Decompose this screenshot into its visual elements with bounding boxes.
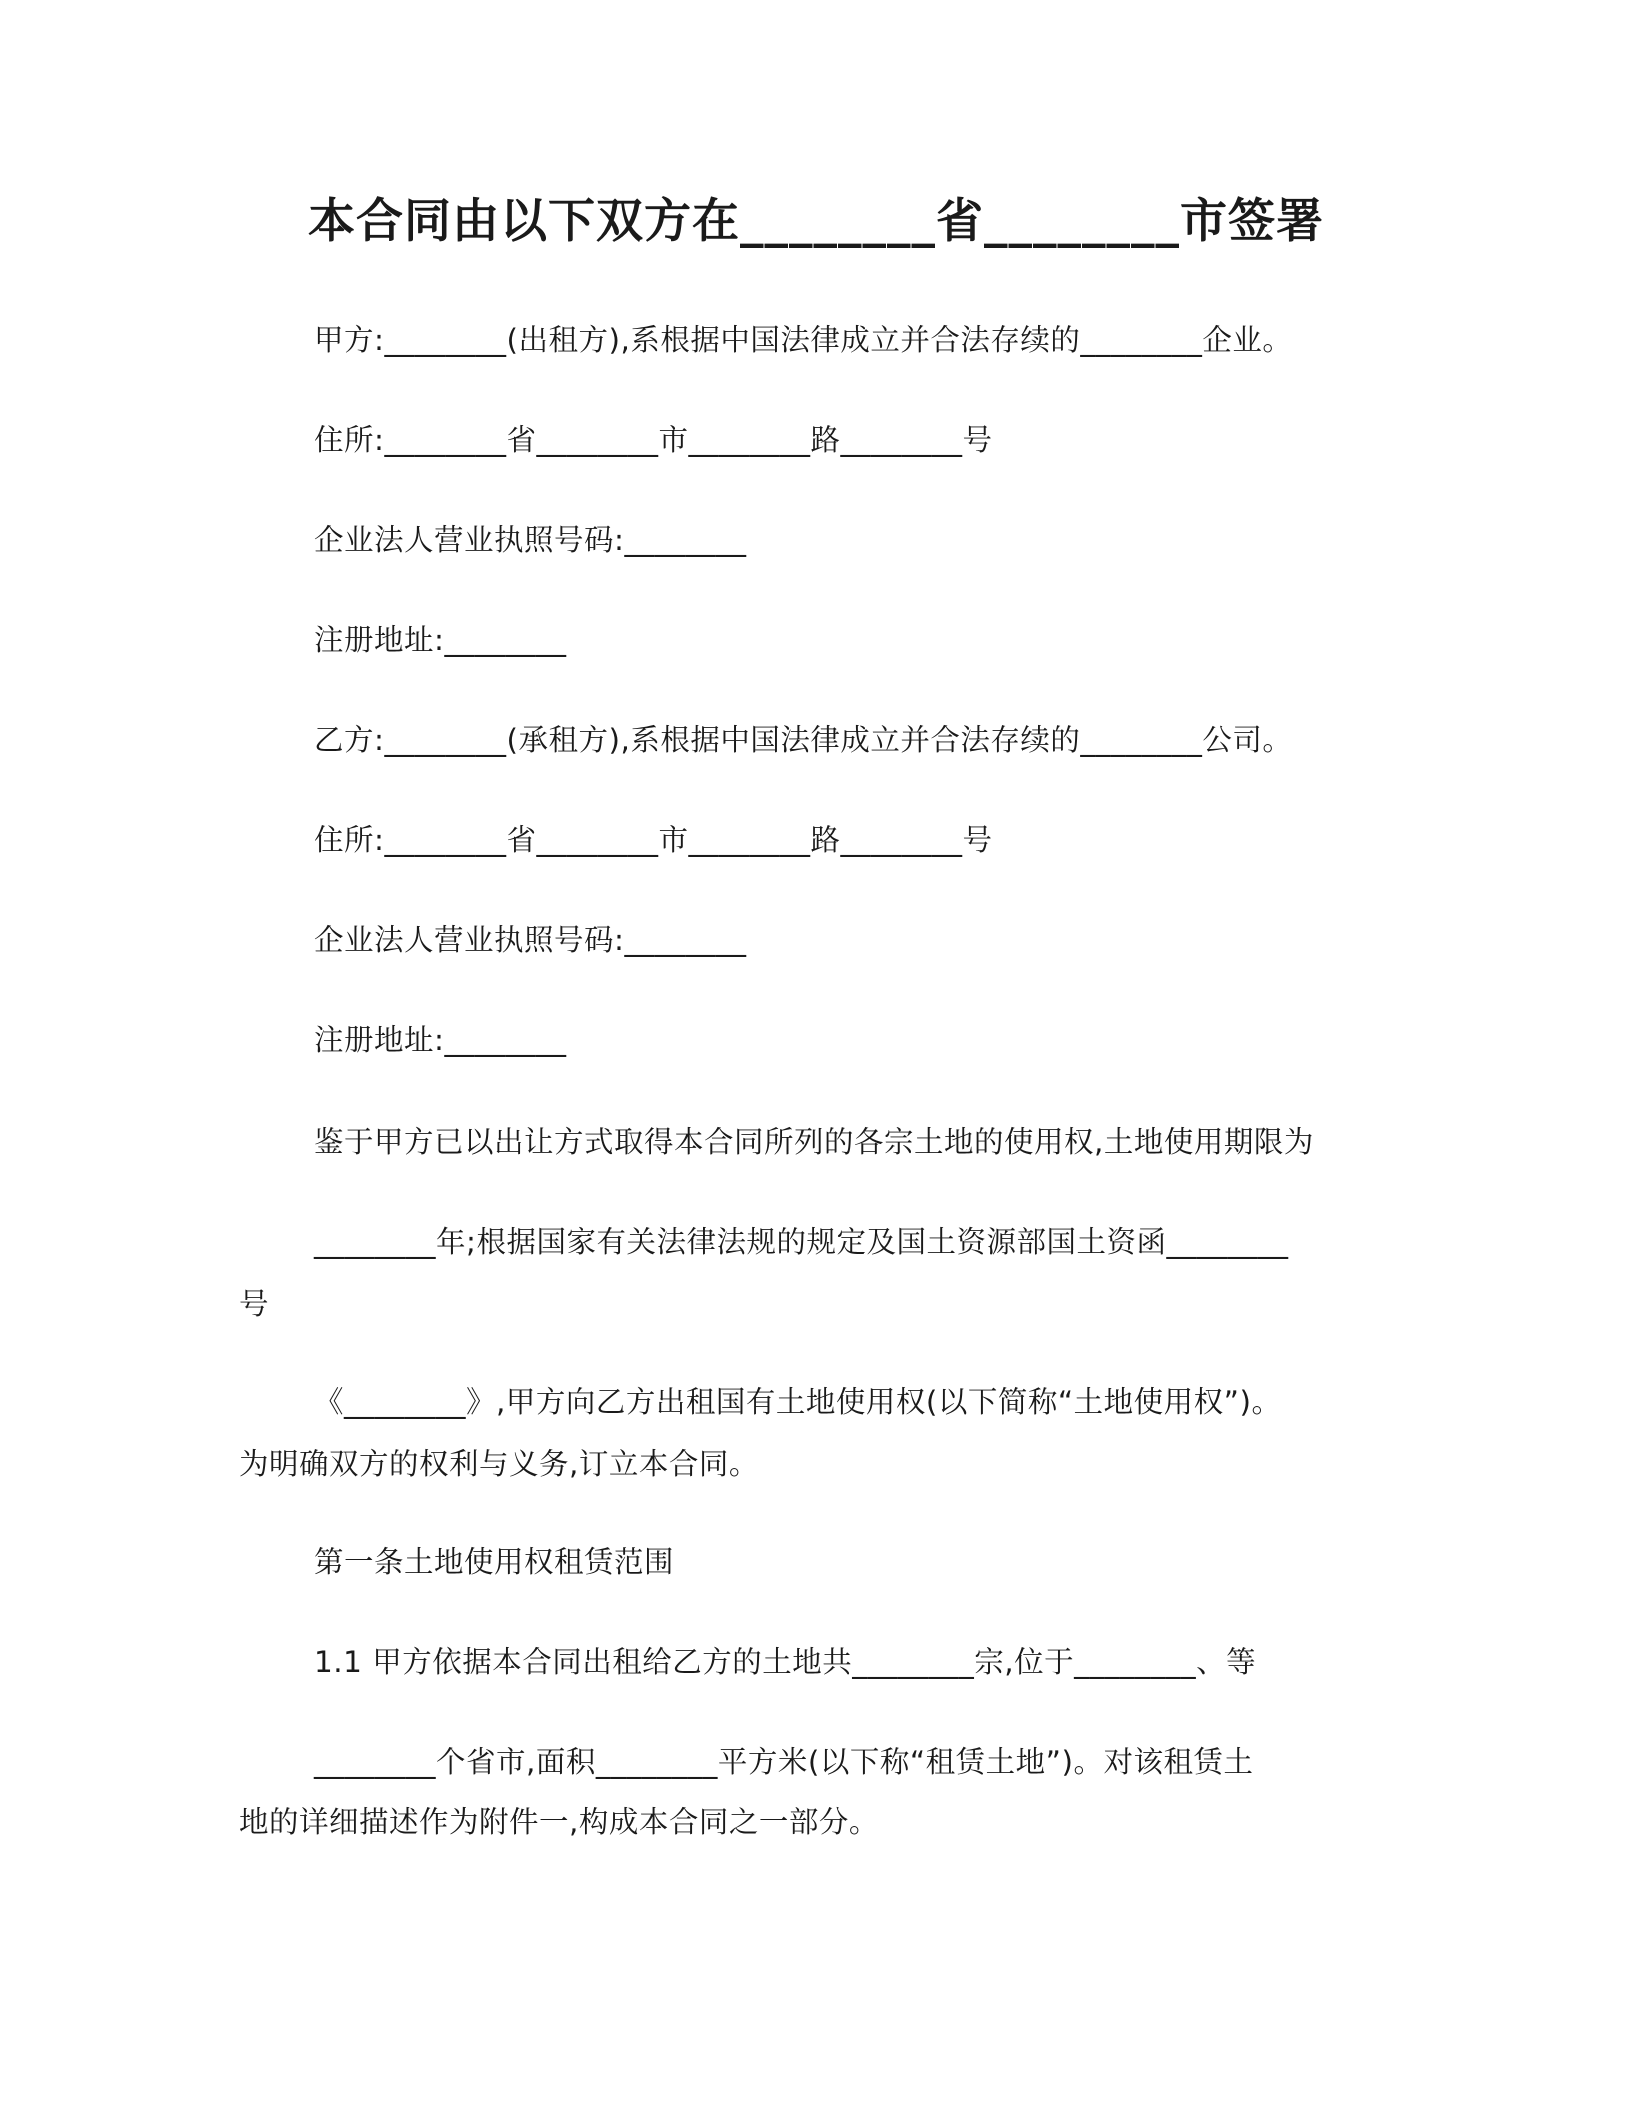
party-b-license: 企业法人营业执照号码:________ <box>314 923 747 957</box>
recital-line-2: ________年;根据国家有关法律法规的规定及国土资源部国土资函________ <box>314 1225 1289 1259</box>
party-b-address: 住所:________省________市________路________号 <box>314 823 993 857</box>
recital-line-5: 为明确双方的权利与义务,订立本合同。 <box>239 1447 759 1481</box>
clause-1-1-line-3: 地的详细描述作为附件一,构成本合同之一部分。 <box>239 1805 879 1839</box>
party-a-address: 住所:________省________市________路________号 <box>314 423 993 457</box>
contract-title: 本合同由以下双方在________省________市签署 <box>308 194 1324 249</box>
party-a-license: 企业法人营业执照号码:________ <box>314 523 747 557</box>
recital-line-3: 号 <box>239 1287 270 1321</box>
party-a-intro: 甲方:________(出租方),系根据中国法律成立并合法存续的________企业。 <box>314 323 1293 357</box>
article-1-heading: 第一条土地使用权租赁范围 <box>314 1545 675 1579</box>
party-b-intro: 乙方:________(承租方),系根据中国法律成立并合法存续的________公司。 <box>314 723 1293 757</box>
party-a-registered-address: 注册地址:________ <box>314 623 567 657</box>
recital-line-1: 鉴于甲方已以出让方式取得本合同所列的各宗土地的使用权,土地使用期限为 <box>314 1125 1314 1159</box>
party-b-registered-address: 注册地址:________ <box>314 1023 567 1057</box>
recital-line-4: 《________》,甲方向乙方出租国有土地使用权(以下简称“土地使用权”)。 <box>314 1385 1282 1419</box>
clause-1-1-line-2: ________个省市,面积________平方米(以下称“租赁土地”)。对该租赁土 <box>314 1745 1254 1779</box>
clause-1-1-line-1: 1.1 甲方依据本合同出租给乙方的土地共________宗,位于________、等 <box>314 1645 1257 1679</box>
